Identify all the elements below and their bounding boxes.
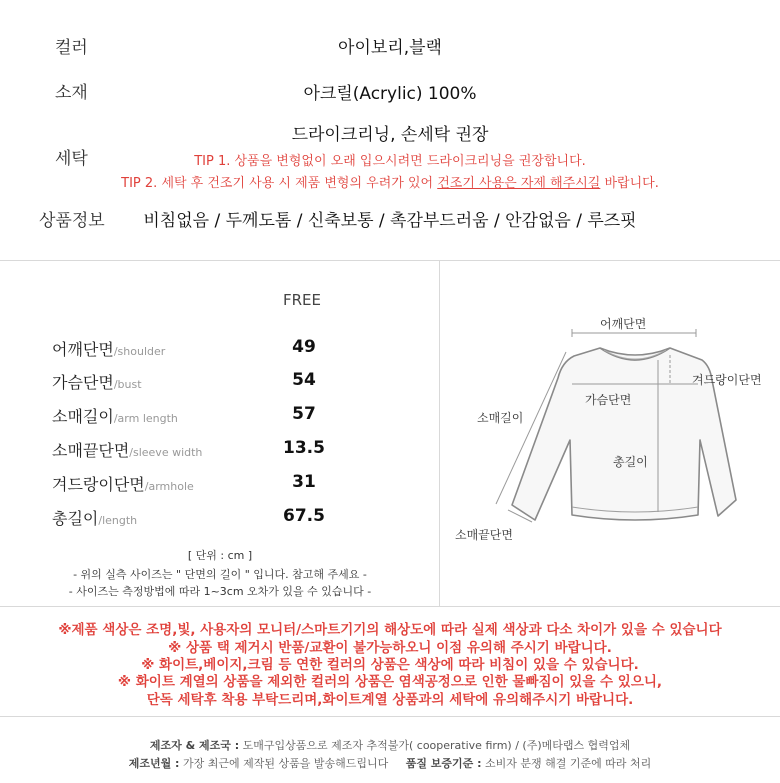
product-info-label: 상품정보 [39,211,105,231]
size-value-length: 67.5 [283,506,325,526]
color-label: 컬러 [55,38,88,58]
material-value: 아크릴(Acrylic) 100% [303,84,477,104]
size-label-length: 총길이/length [52,509,138,528]
wash-label: 세탁 [55,149,88,169]
product-info-value: 비침없음 / 두께도톰 / 신축보통 / 촉감부드러움 / 안감없음 / 루즈핏 [143,211,637,231]
footer-date-warranty: 제조년월 : 가장 최근에 제작된 상품을 발송해드립니다 품질 보증기준 : 소비자 분쟁 해결 기준에 따라 처리 [128,757,652,770]
size-label-bust: 가슴단면/bust [52,373,142,392]
diagram-label-length: 총길이 [613,455,648,469]
size-label-sleeve-width: 소매끝단면/sleeve width [52,441,203,460]
size-value-armhole: 31 [292,472,316,492]
size-label-armhole: 겨드랑이단면/armhole [52,475,194,494]
size-header: FREE [282,291,321,309]
diagram-label-arm-length: 소매길이 [477,411,524,425]
size-value-shoulder: 49 [292,337,316,357]
warning-5: 단독 세탁후 착용 부탁드리며,화이트계열 상품과의 세탁에 유의해주시기 바랍니다. [146,692,634,708]
divider [0,260,780,261]
size-note-2: - 사이즈는 측정방법에 따라 1~3cm 오차가 있을 수 있습니다 - [68,585,372,598]
wash-tip-1: TIP 1. 상품을 변형없이 오래 입으시려면 드라이크리닝을 권장합니다. [194,154,586,169]
size-label-arm-length: 소매길이/arm length [52,407,178,426]
diagram-label-cuff: 소매끝단면 [455,528,513,542]
diagram-label-armhole: 겨드랑이단면 [692,373,762,387]
diagram-label-shoulder: 어깨단면 [600,317,647,331]
size-note-1: - 위의 실측 사이즈는 " 단면의 길이 " 입니다. 참고해 주세요 - [73,568,367,581]
wash-value: 드라이크리닝, 손세탁 권장 [291,125,489,145]
warning-1: ※제품 색상은 조명,빛, 사용자의 모니터/스마트기기의 해상도에 따라 실제 색상과 다소 차이가 있을 수 있습니다 [58,622,722,638]
divider [0,606,780,607]
footer-maker: 제조자 & 제조국 : 도매구입상품으로 제조자 추적불가( cooperative firm) / (주)메타랩스 협력업체 [149,739,631,752]
size-value-bust: 54 [292,370,316,390]
size-label-shoulder: 어깨단면/shoulder [52,340,166,359]
size-value-sleeve-width: 13.5 [283,438,325,458]
wash-tip-2: TIP 2. 세탁 후 건조기 사용 시 제품 변형의 우려가 있어 건조기 사용은 자제 해주시길 바랍니다. [121,176,659,191]
warning-3: ※ 화이트,베이지,크림 등 연한 컬러의 상품은 색상에 따라 비침이 있을 수 있습니다. [141,657,639,673]
diagram-label-bust: 가슴단면 [585,393,632,407]
warning-2: ※ 상품 택 제거시 반품/교환이 불가능하오니 이점 유의해 주시기 바랍니다. [168,640,612,656]
size-unit: [ 단위 : cm ] [187,549,253,562]
size-value-arm-length: 57 [292,404,316,424]
color-value: 아이보리,블랙 [338,38,442,58]
material-label: 소재 [55,83,88,103]
divider [0,716,780,717]
warning-4: ※ 화이트 계열의 상품을 제외한 컬러의 상품은 염색공정으로 인한 물빠짐이 있을 수 있으니, [117,674,663,690]
